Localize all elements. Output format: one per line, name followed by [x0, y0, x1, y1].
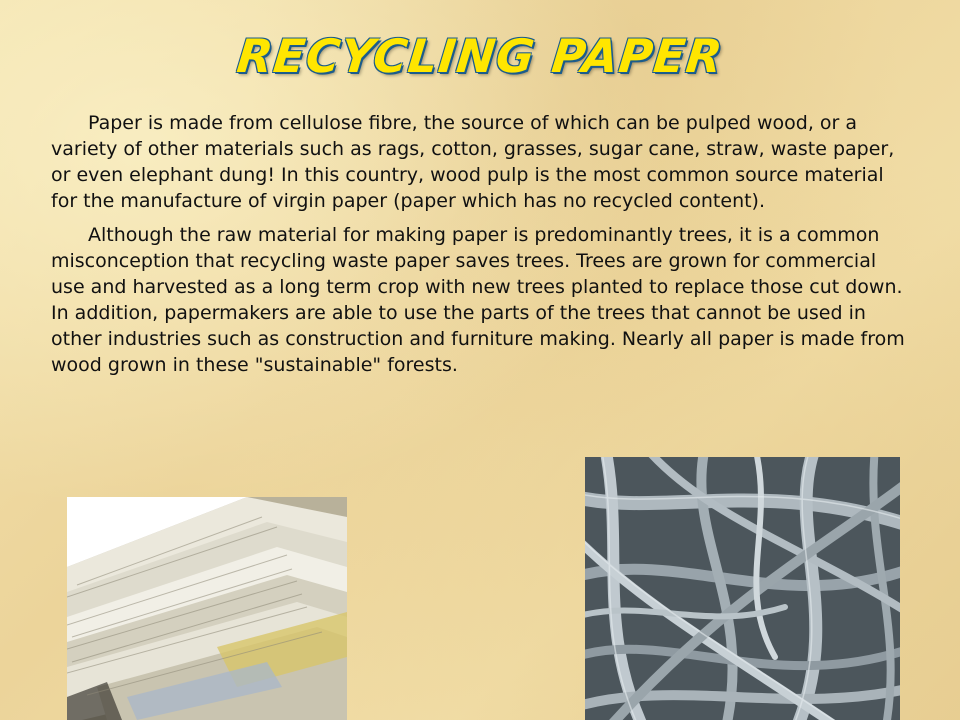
cellulose-fibre-micrograph — [585, 457, 900, 720]
slide-title: RECYCLING PAPER — [234, 29, 726, 83]
paragraph-trees-misconception: Although the raw material for making paper is predominantly trees, it is a common misconception that recycling waste paper saves trees. Trees are grown for commercial use and harvested as a long term crop with new trees planted to replace those cut down. In addition, papermakers are able to use the parts of the trees that cannot be used in other industries such as construction and furniture making. Nearly all paper is made from wood grown in these "sustainable" forests. — [51, 224, 905, 376]
body-text — [51, 110, 913, 386]
waste-paper-stack-photo — [67, 497, 347, 720]
paragraph-paper-sources: Paper is made from cellulose fibre, the source of which can be pulped wood, or a variety of other materials such as rags, cotton, grasses, sugar cane, straw, waste paper, or even elephant dung! In this country, wood pulp is the most common source material for the manufacture of virgin paper (paper which has no recycled content). — [51, 112, 895, 212]
